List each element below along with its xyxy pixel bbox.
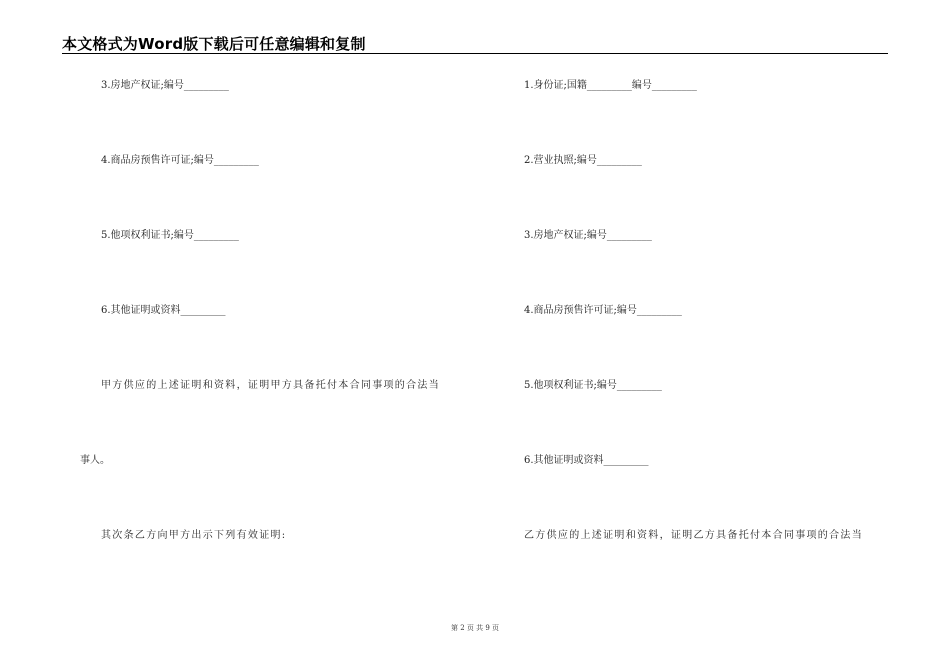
- right-line-1: 1.身份证;国籍_________编号_________: [524, 80, 697, 91]
- right-line-5: 5.他项权利证书;编号_________: [524, 380, 662, 391]
- right-line-6: 6.其他证明或资料_________: [524, 455, 649, 466]
- left-line-1: 3.房地产权证;编号_________: [101, 80, 229, 91]
- page-number: 第 2 页 共 9 页: [450, 624, 500, 632]
- right-line-2: 2.营业执照;编号_________: [524, 155, 642, 166]
- left-line-5: 甲方供应的上述证明和资料，证明甲方具备托付本合同事项的合法当: [101, 380, 440, 391]
- right-line-3: 3.房地产权证;编号_________: [524, 230, 652, 241]
- page-header: [62, 35, 888, 54]
- left-line-2: 4.商品房预售许可证;编号_________: [101, 155, 259, 166]
- right-line-7: 乙方供应的上述证明和资料，证明乙方具备托付本合同事项的合法当: [524, 530, 863, 541]
- header-title: 本文格式为Word版下载后可任意编辑和复制: [62, 35, 366, 53]
- left-line-3: 5.他项权利证书;编号_________: [101, 230, 239, 241]
- left-line-6: 事人。: [80, 455, 110, 466]
- left-line-7: 其次条乙方向甲方出示下列有效证明:: [101, 530, 287, 541]
- left-line-4: 6.其他证明或资料_________: [101, 305, 226, 316]
- right-line-4: 4.商品房预售许可证;编号_________: [524, 305, 682, 316]
